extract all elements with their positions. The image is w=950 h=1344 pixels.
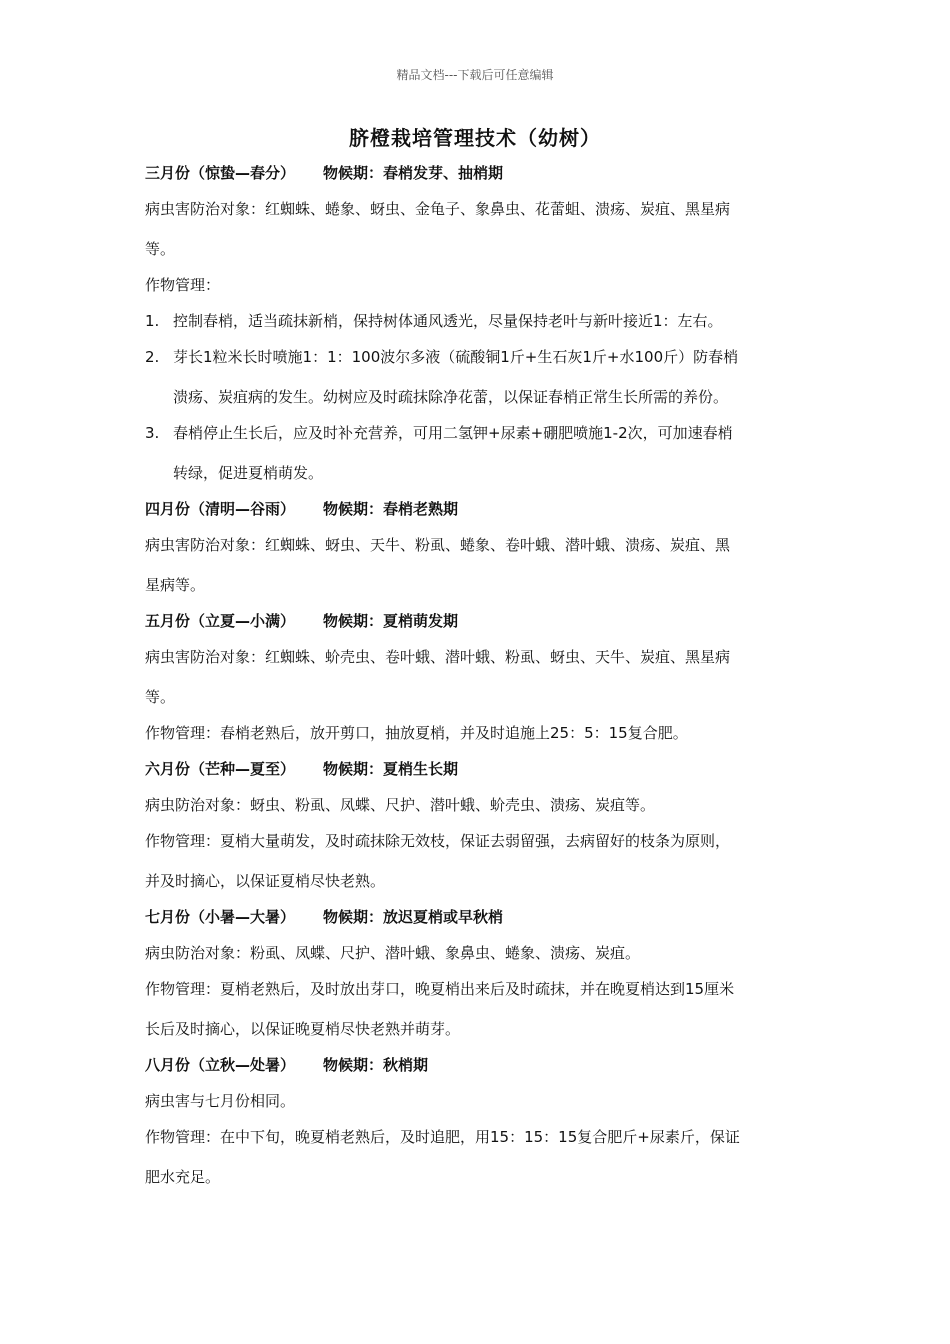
list-text: 春梢停止生长后，应及时补充营养，可用二氢钾+尿素+硼肥喷施1-2次，可加速春梢 [173,424,733,442]
section-heading-june [145,758,810,780]
list-text-cont: 转绿，促进夏梢萌发。 [173,464,324,482]
list-text: 控制春梢，适当疏抹新梢，保持树体通风透光，尽量保持老叶与新叶接近1：左右。 [173,312,723,330]
section-heading-july [145,906,810,928]
pest-text: 病虫防治对象：粉虱、凤蝶、尺护、潜叶蛾、象鼻虫、蜷象、溃疡、炭疽。 [145,944,641,962]
mgmt-text-cont: 并及时摘心，以保证夏梢尽快老熟。 [145,872,386,890]
list-item [145,310,810,332]
mgmt-text-cont: 长后及时摘心，以保证晚夏梢尽快老熟并萌芽。 [145,1020,461,1038]
section-heading-august [145,1054,810,1076]
pest-text-cont: 星病等。 [145,576,206,594]
pest-text: 病虫害与七月份相同。 [145,1092,296,1110]
list-item [145,422,810,444]
mgmt-text: 作物管理：夏梢大量萌发，及时疏抹除无效枝，保证去弱留强，去病留好的枝条为原则， [145,832,731,850]
mgmt-label: 作物管理： [145,276,221,294]
section-heading-march [145,162,810,184]
pest-text: 病虫害防治对象：红蜘蛛、蚧壳虫、卷叶蛾、潜叶蛾、粉虱、蚜虫、天牛、炭疽、黑星病 [145,648,731,666]
mgmt-text-cont: 肥水充足。 [145,1168,221,1186]
pest-text-cont: 等。 [145,240,176,258]
header-note: 精品文档---下载后可任意编辑 [396,68,554,82]
list-item [145,346,810,368]
list-text-cont: 溃疡、炭疽病的发生。幼树应及时疏抹除净花蕾，以保证春梢正常生长所需的养份。 [173,388,729,406]
pest-text: 病虫害防治对象：红蜘蛛、蚜虫、天牛、粉虱、蜷象、卷叶蛾、潜叶蛾、溃疡、炭疽、黑 [145,536,731,554]
list-number: 3. [145,424,160,442]
document-body [145,162,810,1188]
heading-phase: 物候期：放迟夏梢或早秋梢 [323,908,504,926]
heading-phase: 物候期：夏梢萌发期 [323,612,459,630]
heading-month: 六月份（芒种—夏至） [145,760,296,778]
document-title: 脐橙栽培管理技术（幼树） [349,126,601,150]
pest-text-cont: 等。 [145,688,176,706]
pest-text: 病虫害防治对象：红蜘蛛、蜷象、蚜虫、金龟子、象鼻虫、花蕾蛆、溃疡、炭疽、黑星病 [145,200,731,218]
section-heading-may [145,610,810,632]
heading-phase: 物候期：秋梢期 [323,1056,429,1074]
heading-month: 八月份（立秋—处暑） [145,1056,296,1074]
heading-month: 七月份（小暑—大暑） [145,908,296,926]
heading-phase: 物候期：春梢老熟期 [323,500,459,518]
mgmt-text: 作物管理：在中下旬，晚夏梢老熟后，及时追肥，用15：15：15复合肥斤+尿素斤，保证 [145,1128,740,1146]
pest-text: 病虫防治对象：蚜虫、粉虱、凤蝶、尺护、潜叶蛾、蚧壳虫、溃疡、炭疽等。 [145,796,656,814]
heading-month: 四月份（清明—谷雨） [145,500,296,518]
heading-phase: 物候期：夏梢生长期 [323,760,459,778]
heading-phase: 物候期：春梢发芽、抽梢期 [323,164,504,182]
list-number: 2. [145,348,160,366]
list-number: 1. [145,312,160,330]
list-text: 芽长1粒米长时喷施1：1：100波尔多液（硫酸铜1斤+生石灰1斤+水100斤）防春梢 [173,348,739,366]
heading-month: 三月份（惊蛰—春分） [145,164,296,182]
mgmt-text: 作物管理：夏梢老熟后，及时放出芽口，晚夏梢出来后及时疏抹，并在晚夏梢达到15厘米 [145,980,735,998]
section-heading-april [145,498,810,520]
mgmt-text: 作物管理：春梢老熟后，放开剪口，抽放夏梢，并及时追施上25：5：15复合肥。 [145,724,688,742]
heading-month: 五月份（立夏—小满） [145,612,296,630]
